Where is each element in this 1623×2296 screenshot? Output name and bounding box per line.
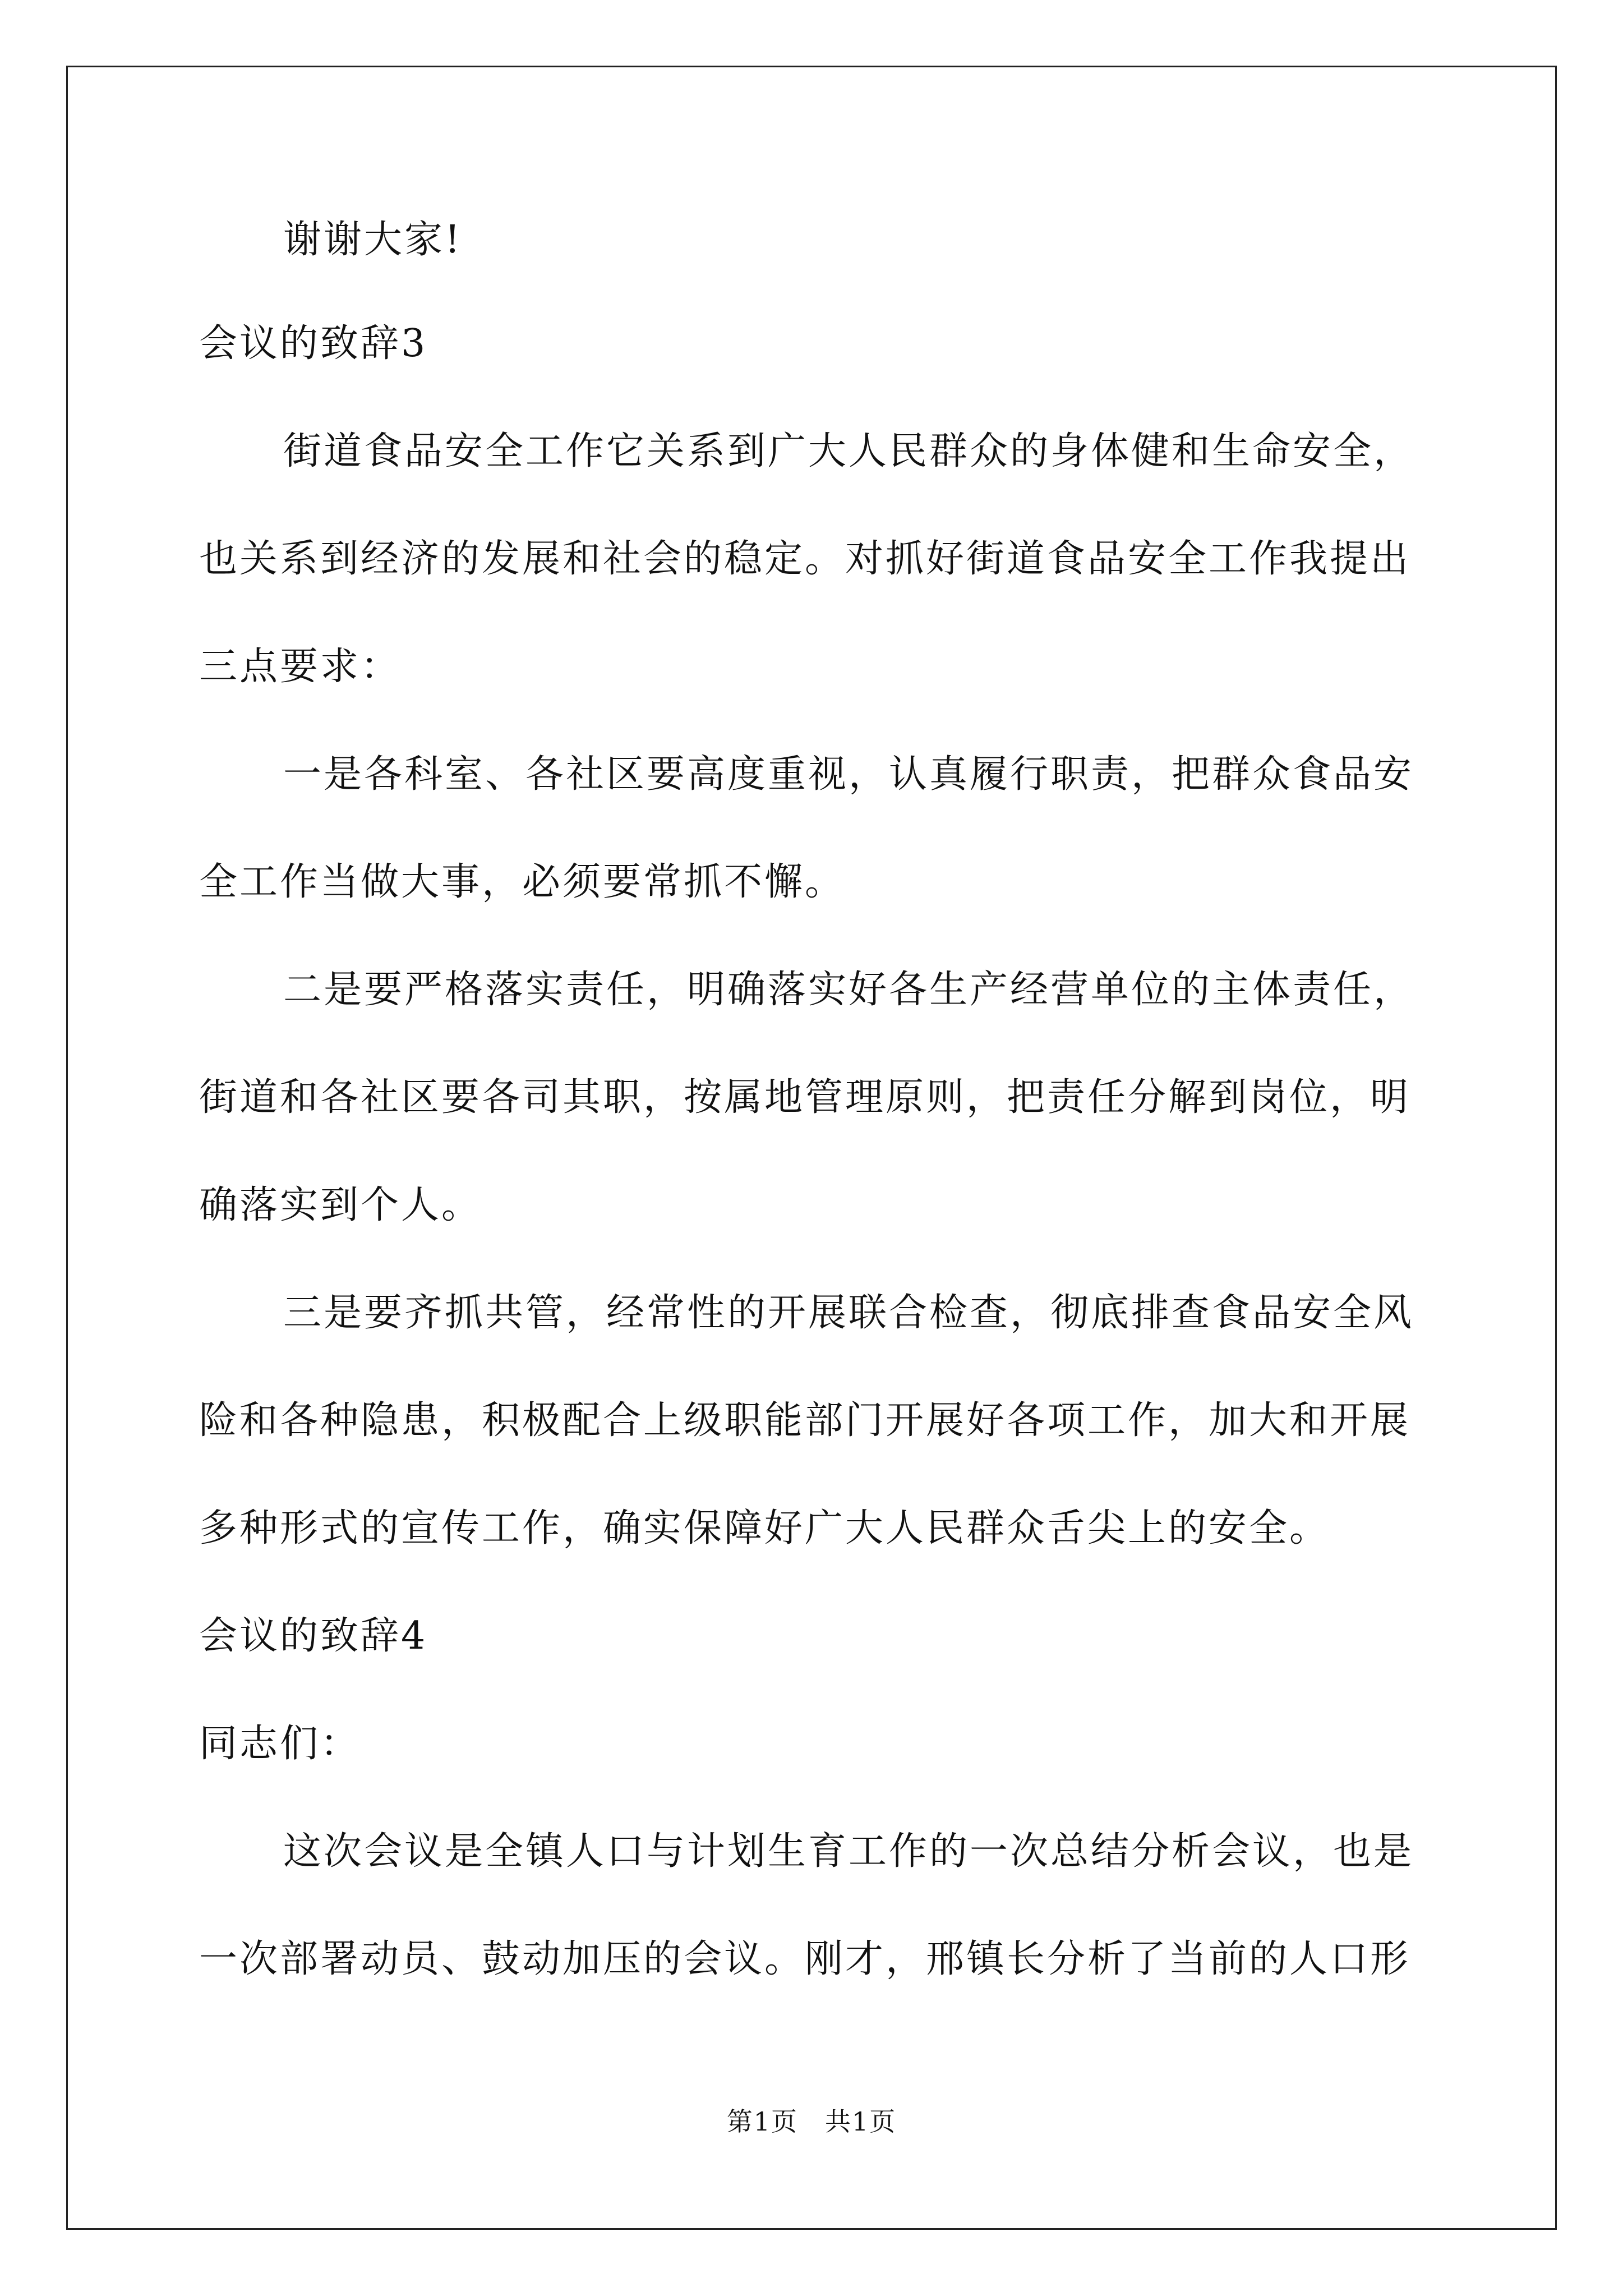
- page-number-footer: 第1页 共1页: [726, 2106, 897, 2137]
- text-line: 一次部署动员、鼓动加压的会议。刚才，邢镇长分析了当前的人口形: [199, 1937, 1411, 1981]
- text-line: 也关系到经济的发展和社会的稳定。对抓好街道食品安全工作我提出: [199, 537, 1411, 581]
- text-line: 街道和各社区要各司其职，按属地管理原则，把责任分解到岗位，明: [199, 1075, 1411, 1120]
- text-line: 二是要严格落实责任，明确落实好各生产经营单位的主体责任，: [283, 968, 1414, 1012]
- text-line: 同志们：: [199, 1722, 361, 1766]
- text-line: 确落实到个人。: [199, 1183, 482, 1227]
- section-heading: 会议的致辞4: [199, 1614, 428, 1658]
- text-line: 街道食品安全工作它关系到广大人民群众的身体健和生命安全，: [283, 429, 1414, 473]
- section-heading: 会议的致辞3: [199, 321, 428, 366]
- text-line: 全工作当做大事，必须要常抓不懈。: [199, 860, 846, 904]
- text-line: 谢谢大家!: [283, 218, 463, 262]
- page-frame: [66, 66, 1557, 2230]
- text-line: 一是各科室、各社区要高度重视，认真履行职责，把群众食品安: [283, 752, 1414, 797]
- text-line: 三点要求：: [199, 645, 402, 689]
- text-line: 险和各种隐患，积极配合上级职能部门开展好各项工作，加大和开展: [199, 1398, 1411, 1443]
- text-line: 这次会议是全镇人口与计划生育工作的一次总结分析会议，也是: [283, 1829, 1414, 1874]
- text-line: 三是要齐抓共管，经常性的开展联合检查，彻底排查食品安全风: [283, 1291, 1414, 1335]
- text-line: 多种形式的宣传工作，确实保障好广大人民群众舌尖上的安全。: [199, 1506, 1330, 1550]
